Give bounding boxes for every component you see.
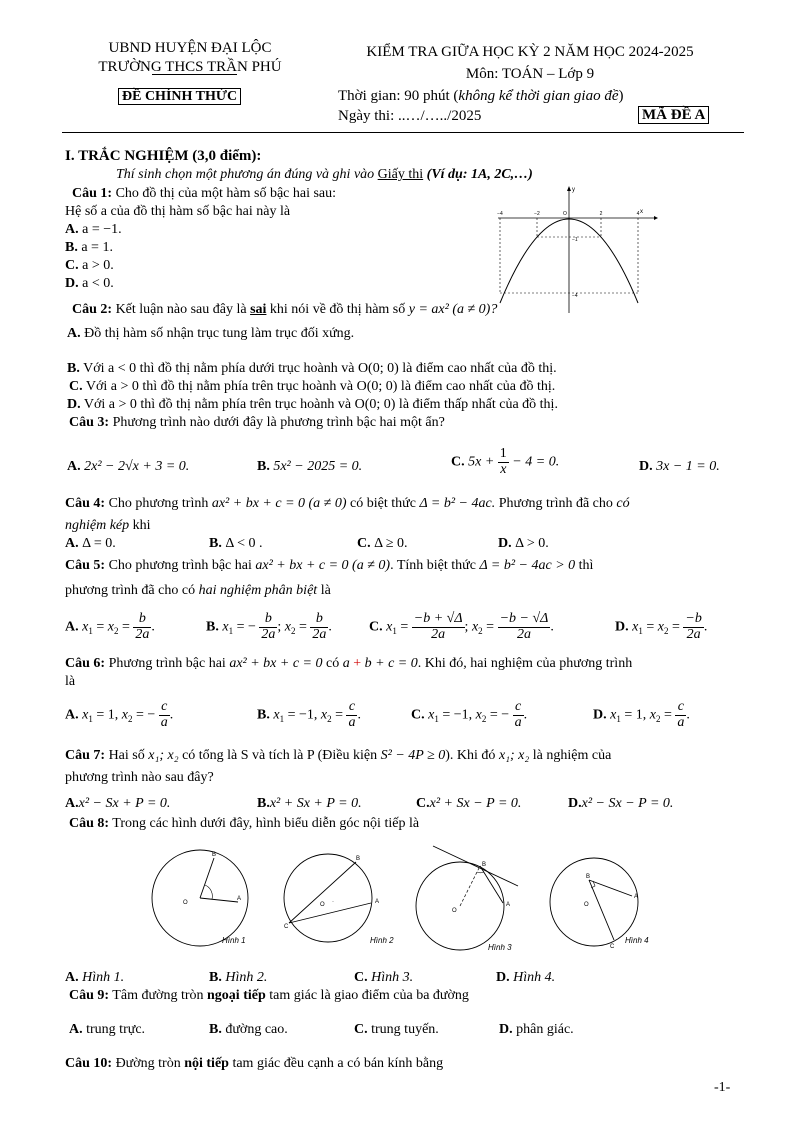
exam-subject: Môn: TOÁN – Lớp 9 [465, 66, 595, 82]
q9-option-a[interactable]: A. trung trực. [69, 1022, 146, 1037]
q7-stem: Câu 7: Hai số x₁; x₂ có tổng là S và tích là P (Điều kiện S² − 4P ≥ 0). Khi đó x₁; x₂ là nghiệm của [65, 748, 612, 763]
q9-option-d[interactable]: D. phân giác. [499, 1022, 574, 1037]
q8-option-b[interactable]: B. Hình 2. [209, 970, 268, 985]
q2-option-b[interactable]: B. Với a < 0 thì đồ thị nằm phía dưới trục hoành và O(0; 0) là điểm cao nhất của đồ thị. [67, 361, 557, 376]
svg-text:O: O [320, 902, 325, 908]
q3-option-d[interactable]: D. 3x − 1 = 0. [639, 459, 720, 474]
org-line2: TRƯỜNG THCS TRẦN PHÚ [98, 59, 282, 75]
q1-option-a[interactable]: A. a = −1. [65, 222, 122, 237]
q7-line2: phương trình nào sau đây? [65, 770, 214, 785]
svg-text:C: C [284, 924, 289, 930]
q3-option-c[interactable]: C. 5x + $\frac{1}{x}$ − 4 = 0. [451, 446, 560, 477]
graph-x-label: x [640, 209, 643, 215]
org-line1: UBND HUYỆN ĐẠI LỘC [108, 40, 272, 56]
svg-text:A: A [237, 896, 242, 902]
q1-parabola-graph [494, 183, 660, 315]
graph-tick-x-neg2: −2 [534, 211, 540, 217]
svg-text:B: B [482, 862, 487, 868]
figure-2 [284, 854, 394, 945]
svg-text:O: O [584, 902, 589, 908]
q8-stem: Câu 8: Trong các hình dưới đây, hình biểu diễn góc nội tiếp là [69, 816, 420, 831]
graph-tick-x-neg4: −4 [497, 211, 503, 217]
q7-option-a[interactable]: A.x² − Sx + P = 0. [65, 796, 171, 811]
q8-option-d[interactable]: D. Hình 4. [496, 970, 556, 985]
graph-y-arrow [567, 186, 571, 191]
q1-line2: Hệ số a của đồ thị hàm số bậc hai này là [65, 204, 291, 219]
q5-option-b[interactable]: B. $x_1$ = − $\frac{b}{2a}$ ; $x_2$ = $\frac{b}{2a}$ . [206, 611, 332, 642]
q6-option-a[interactable]: A. $x_1 = 1$, $x_2$ = − $\frac{c}{a}$ . [65, 699, 174, 730]
svg-text:Hình 3: Hình 3 [488, 943, 512, 952]
q9-option-b[interactable]: B. đường cao. [209, 1022, 288, 1037]
exam-time: Thời gian: 90 phút (không kể thời gian giao đề) [338, 88, 624, 104]
q1-option-b[interactable]: B. a = 1. [65, 240, 113, 255]
section-title: I. TRẮC NGHIỆM (3,0 điểm): [65, 148, 262, 164]
svg-text:A: A [506, 902, 511, 908]
figure-4 [550, 858, 649, 950]
svg-text:B: B [356, 856, 361, 862]
svg-text:B: B [212, 852, 217, 858]
exam-code-badge: MÃ ĐỀ A [638, 107, 709, 124]
svg-text:A: A [634, 894, 639, 900]
q8-option-c[interactable]: C. Hình 3. [354, 970, 414, 985]
page-number: -1- [714, 1080, 731, 1095]
q4-option-b[interactable]: B. Δ < 0 . [209, 536, 263, 551]
q7-option-b[interactable]: B.x² + Sx + P = 0. [257, 796, 362, 811]
q5-option-a[interactable]: A. $x_1 = x_2$ = $\frac{b}{2a}$ . [65, 611, 155, 642]
q7-option-c[interactable]: C.x² + Sx − P = 0. [416, 796, 522, 811]
q4-line2: nghiệm kép khi [65, 518, 151, 533]
section-instructions: Thí sinh chọn một phương án đúng và ghi vào Giấy thi (Ví dụ: 1A, 2C,…) [116, 167, 533, 182]
q9-stem: Câu 9: Tâm đường tròn ngoại tiếp tam giác là giao điểm của ba đường [69, 988, 469, 1003]
q9-option-c[interactable]: C. trung tuyến. [354, 1022, 439, 1037]
q2-stem: Câu 2: Kết luận nào sau đây là sai khi nói về đồ thị hàm số y = ax² (a ≠ 0)? [72, 302, 498, 317]
q10-stem: Câu 10: Đường tròn nội tiếp tam giác đều cạnh a có bán kính bằng [65, 1056, 444, 1071]
q5-line2: phương trình đã cho có hai nghiệm phân biệt là [65, 583, 331, 598]
svg-text:B: B [586, 874, 591, 880]
q6-line2: là [65, 674, 76, 689]
q7-option-d[interactable]: D.x² − Sx − P = 0. [568, 796, 674, 811]
svg-text:·: · [332, 899, 334, 905]
q5-stem: Câu 5: Cho phương trình bậc hai ax² + bx + c = 0 (a ≠ 0). Tính biệt thức Δ = b² − 4ac > 0 thì [65, 558, 594, 573]
graph-tick-x-2: 2 [599, 211, 603, 217]
q3-stem: Câu 3: Phương trình nào dưới đây là phương trình bậc hai một ẩn? [69, 415, 445, 430]
q4-stem: Câu 4: Cho phương trình ax² + bx + c = 0 (a ≠ 0) có biệt thức Δ = b² − 4ac. Phương trình đã cho có [65, 496, 630, 511]
official-badge: ĐỀ CHÍNH THỨC [118, 89, 241, 105]
q6-stem: Câu 6: Phương trình bậc hai ax² + bx + c = 0 có a + b + c = 0. Khi đó, hai nghiệm của phương trình [65, 656, 633, 671]
q4-option-d[interactable]: D. Δ > 0. [498, 536, 549, 551]
q3-option-a[interactable]: A. 2x² − 2√x + 3 = 0. [67, 459, 190, 474]
svg-text:O: O [183, 900, 188, 906]
graph-tick-y-neg1: −1 [572, 237, 578, 243]
q1-stem: Câu 1: Cho đồ thị của một hàm số bậc hai sau: [72, 186, 337, 201]
q6-option-b[interactable]: B. $x_1 = -1$, $x_2$ = $\frac{c}{a}$ . [257, 699, 361, 730]
q4-option-c[interactable]: C. Δ ≥ 0. [357, 536, 408, 551]
graph-tick-y-neg4: −4 [572, 293, 578, 299]
header-divider [62, 132, 744, 133]
figure-3 [416, 846, 518, 952]
q2-option-d[interactable]: D. Với a > 0 thì đồ thị nằm phía trên trục hoành và O(0; 0) là điểm thấp nhất của đồ thị. [67, 397, 558, 412]
q3-option-b[interactable]: B. 5x² − 2025 = 0. [257, 459, 363, 474]
header-rule-left [152, 74, 237, 75]
figure-1 [152, 850, 248, 946]
svg-text:Hình 1: Hình 1 [222, 936, 246, 945]
q6-option-c[interactable]: C. $x_1 = -1$, $x_2$ = − $\frac{c}{a}$ . [411, 699, 528, 730]
q1-option-c[interactable]: C. a > 0. [65, 258, 114, 273]
graph-y-label: y [572, 187, 575, 193]
q8-option-a[interactable]: A. Hình 1. [65, 970, 125, 985]
q1-option-d[interactable]: D. a < 0. [65, 276, 114, 291]
exam-date: Ngày thi: ..…/…../2025 [338, 108, 482, 124]
graph-tick-origin: O [563, 211, 567, 217]
q5-option-c[interactable]: C. $x_1$ = $\frac{-b + √\Delta}{2a}$ ; $x_2$ = $\frac{-b - √\Delta}{2a}$ . [369, 611, 554, 642]
q2-option-a[interactable]: A. Đồ thị hàm số nhận trục tung làm trục đối xứng. [67, 326, 355, 341]
svg-text:Hình 2: Hình 2 [370, 936, 394, 945]
svg-text:A: A [375, 899, 380, 905]
q8-figures [140, 840, 690, 958]
q6-option-d[interactable]: D. $x_1 = 1$, $x_2$ = $\frac{c}{a}$ . [593, 699, 690, 730]
q4-option-a[interactable]: A. Δ = 0. [65, 536, 116, 551]
svg-text:Hình 4: Hình 4 [625, 936, 649, 945]
exam-title: KIỂM TRA GIỮA HỌC KỲ 2 NĂM HỌC 2024-2025 [366, 44, 694, 60]
graph-tick-x-4: 4 [636, 211, 640, 217]
svg-text:C: C [610, 944, 615, 950]
svg-text:O: O [452, 908, 457, 914]
q2-option-c[interactable]: C. Với a > 0 thì đồ thị nằm phía trên trục hoành và O(0; 0) là điểm cao nhất của đồ thị. [69, 379, 556, 394]
q5-option-d[interactable]: D. $x_1 = x_2$ = $\frac{-b}{2a}$ . [615, 611, 708, 642]
graph-x-arrow [654, 216, 658, 220]
